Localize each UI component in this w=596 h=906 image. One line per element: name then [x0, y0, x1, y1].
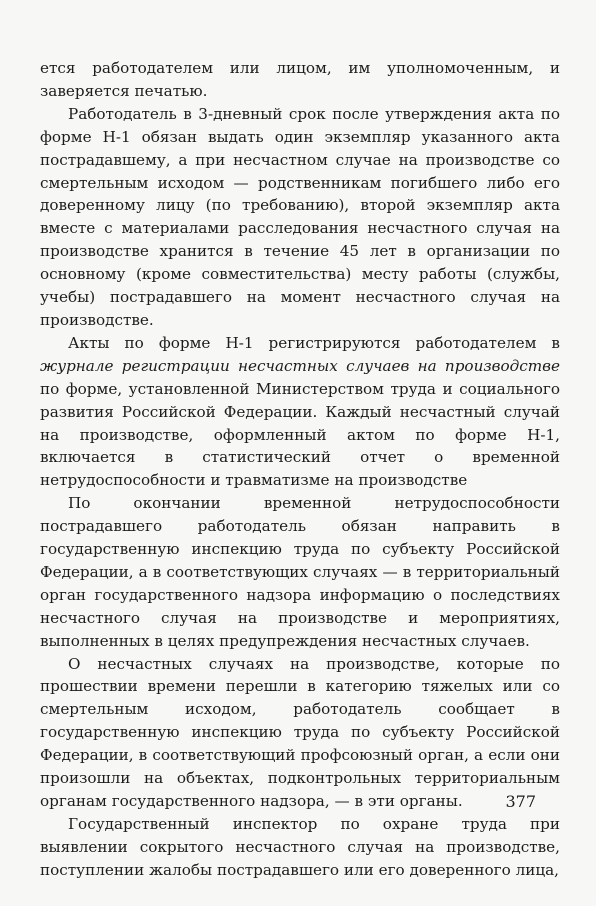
text-segment: Работодатель в 3-дневный срок после утверждения акта по форме Н-1 обязан выдать один экземпляр указанного акта пострадавшему, а при несчастном случае на производстве со смертельным исходом — родственникам погибшего либо его доверенному лицу (по требованию), второй экземпляр акта вместе с материалами расследования несчастного случая на производстве хранится в течение 45 лет в организации по основному (кроме совместительства) месту работы (службы, учебы) пострадавшего на момент несчастного случая на производстве.: [40, 104, 560, 329]
italic-text: журнале регистрации несчастных случаев на производстве: [40, 356, 560, 375]
text-segment: О несчастных случаях на производстве, которые по прошествии времени перешли в категорию тяжелых или со смертельным исходом, работодатель сообщает в государственную инспекцию труда по субъекту Российской Федерации, в соответствующий профсоюзный орган, а если они произошли на объектах, подконтрольных территориальным органам государственного надзора, — в эти органы.: [40, 654, 560, 810]
text-segment: ется работодателем или лицом, им уполномоченным, и заверяется печатью.: [40, 59, 560, 100]
text-segment: Государственный инспектор по охране труда при выявлении сокрытого несчастного случая на производстве, поступлении жалобы пострадавшего или его доверенного лица,: [40, 814, 560, 879]
page-number: 377: [505, 792, 536, 811]
paragraph-p1: [40, 57, 560, 103]
paragraph-p2: [40, 103, 560, 332]
paragraph-p4: [40, 492, 560, 652]
body-text: [40, 57, 560, 882]
text-segment: Акты по форме Н-1 регистрируются работодателем в: [68, 333, 560, 352]
paragraph-p3: [40, 332, 560, 492]
paragraph-p5: [40, 653, 560, 813]
text-segment: по форме, установленной Министерством труда и социального развития Российской Федерации. Каждый несчастный случай на производстве, оформленный актом по форме Н-1, включается в статистический отчет о временной нетрудоспособности и травматизме на производстве: [40, 379, 560, 490]
text-segment: По окончании временной нетрудоспособности пострадавшего работодатель обязан направить в государственную инспекцию труда по субъекту Российской Федерации, а в соответствующих случаях — в территориальный орган государственного надзора информацию о последствиях несчастного случая на производстве и мероприятиях, выполненных в целях предупреждения несчастных случаев.: [40, 494, 560, 650]
paragraph-p6: [40, 813, 560, 882]
